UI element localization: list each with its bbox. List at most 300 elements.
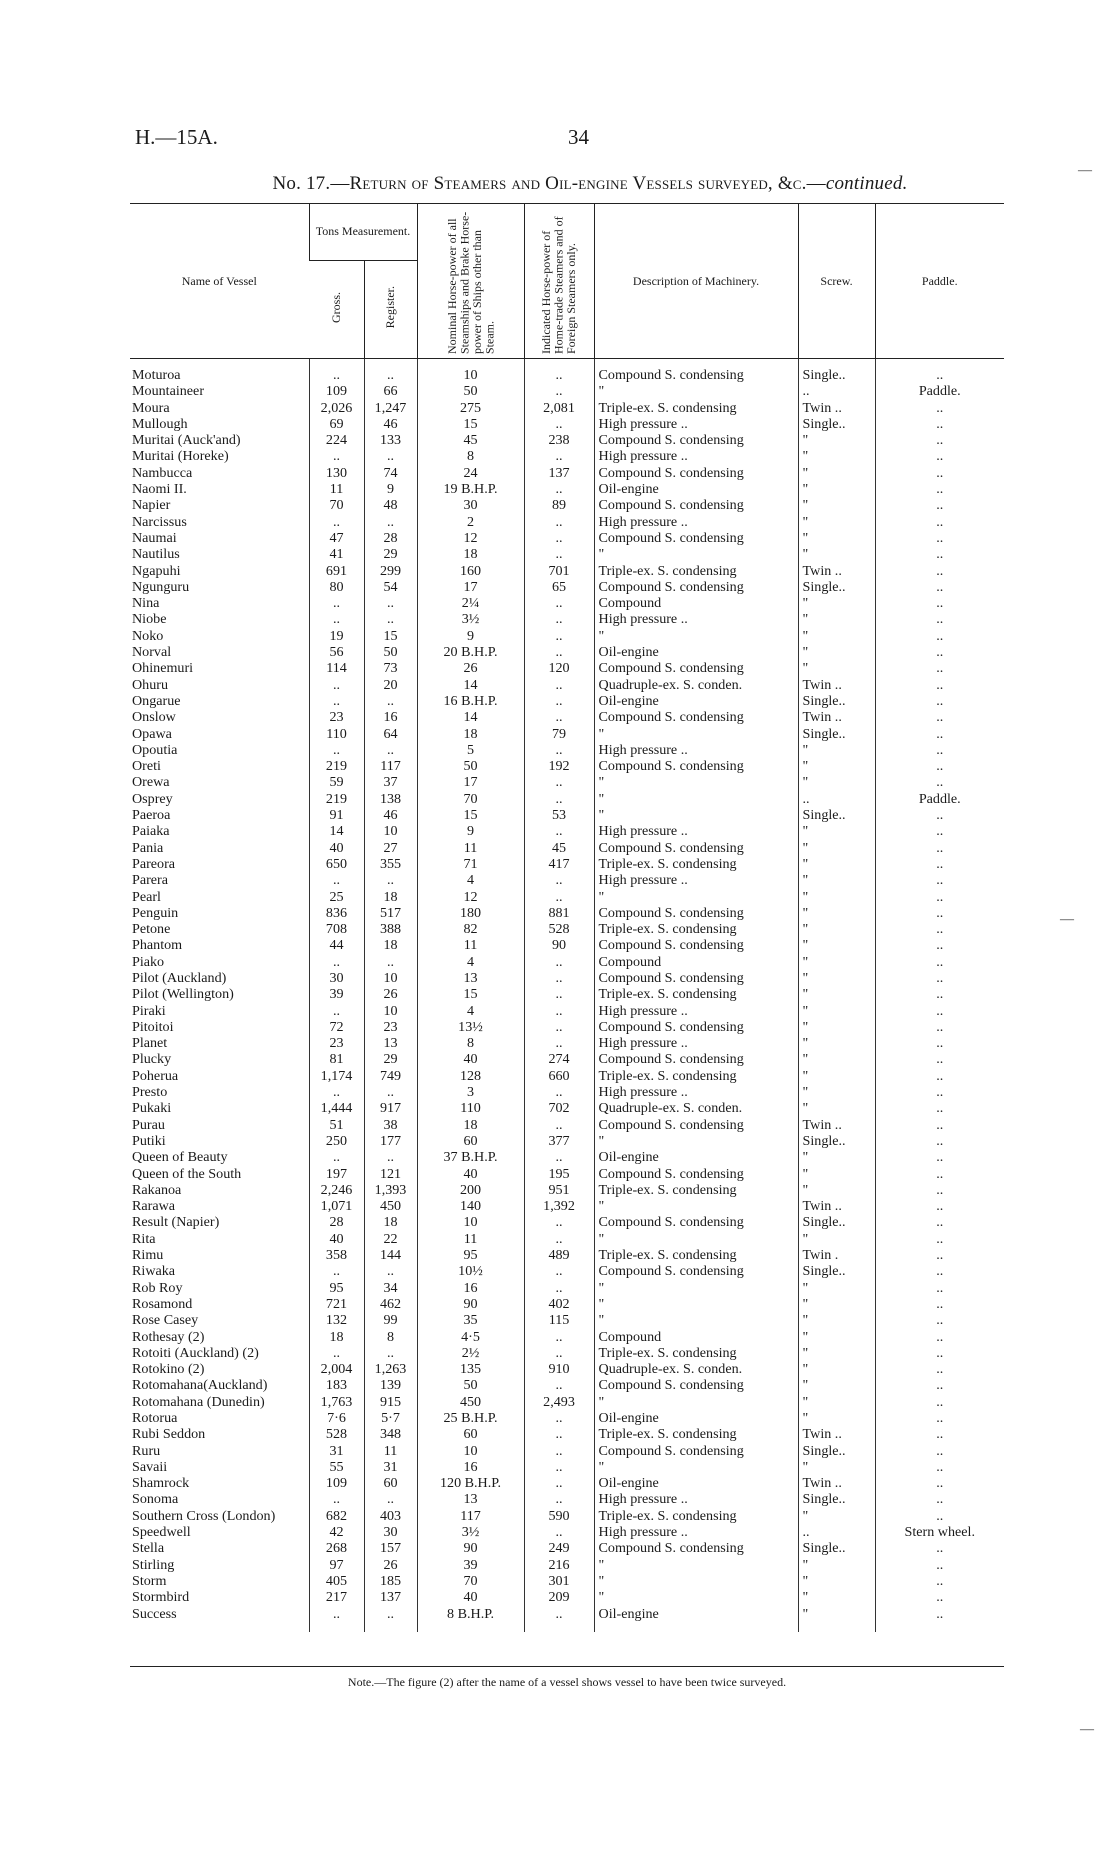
gross-tons: .. [309, 1345, 364, 1361]
register-tons: 29 [364, 546, 417, 562]
gross-tons: 28 [309, 1214, 364, 1230]
indicated-hp: 192 [524, 758, 594, 774]
nominal-hp: 25 B.H.P. [417, 1410, 524, 1426]
nominal-hp: 2½ [417, 1345, 524, 1361]
vessel-table [130, 203, 1004, 1632]
col-header-screw: Screw. [798, 204, 875, 359]
paddle-type: .. [875, 1573, 1004, 1589]
register-tons: 22 [364, 1231, 417, 1247]
gross-tons: 56 [309, 644, 364, 660]
nominal-hp: 19 B.H.P. [417, 481, 524, 497]
register-tons: 34 [364, 1280, 417, 1296]
paddle-type: .. [875, 448, 1004, 464]
paddle-type: .. [875, 1100, 1004, 1116]
gross-tons: 114 [309, 660, 364, 676]
vessel-name: Rosamond [132, 1295, 193, 1312]
paddle-type: .. [875, 1003, 1004, 1019]
table-row [130, 359, 1004, 384]
machinery-description: Oil-engine [594, 644, 798, 660]
screw-type: " [798, 1508, 875, 1524]
paddle-type: .. [875, 1312, 1004, 1328]
vessel-name: Pania [132, 839, 164, 856]
screw-type: " [798, 595, 875, 611]
vessel-name: Poherua [132, 1067, 179, 1084]
paddle-type: .. [875, 1068, 1004, 1084]
paddle-type: .. [875, 1606, 1004, 1632]
gross-tons: 23 [309, 709, 364, 725]
indicated-hp: 89 [524, 497, 594, 513]
vessel-name: Napier [132, 497, 171, 514]
machinery-description: Compound S. condensing [594, 497, 798, 513]
indicated-hp: .. [524, 1426, 594, 1442]
screw-type: Twin .. [798, 677, 875, 693]
nominal-hp: 90 [417, 1540, 524, 1556]
machinery-description: High pressure .. [594, 1003, 798, 1019]
indicated-hp: .. [524, 1280, 594, 1296]
register-tons: 157 [364, 1540, 417, 1556]
machinery-description: " [594, 774, 798, 790]
machinery-description: Compound [594, 954, 798, 970]
screw-type: " [798, 514, 875, 530]
gross-tons: 40 [309, 840, 364, 856]
paddle-type: .. [875, 359, 1004, 384]
screw-type: Single.. [798, 1133, 875, 1149]
machinery-description: High pressure .. [594, 514, 798, 530]
register-tons: 749 [364, 1068, 417, 1084]
vessel-name: Purau [132, 1116, 165, 1133]
nominal-hp: 14 [417, 677, 524, 693]
indicated-hp: 90 [524, 937, 594, 953]
register-tons: 133 [364, 432, 417, 448]
machinery-description: Compound S. condensing [594, 432, 798, 448]
nominal-hp: 39 [417, 1557, 524, 1573]
machinery-description: Quadruple-ex. S. conden. [594, 1100, 798, 1116]
vessel-name: Shamrock [132, 1475, 190, 1492]
gross-tons: 1,174 [309, 1068, 364, 1084]
register-tons: 73 [364, 660, 417, 676]
paddle-type: .. [875, 481, 1004, 497]
paddle-type: .. [875, 644, 1004, 660]
register-tons: 26 [364, 986, 417, 1002]
screw-type: Single.. [798, 1263, 875, 1279]
footnote: Note.—The figure (2) after the name of a vessel shows vessel to have been twice surveyed. [130, 1666, 1004, 1690]
register-tons: 10 [364, 970, 417, 986]
indicated-hp: 216 [524, 1557, 594, 1573]
indicated-hp: 301 [524, 1573, 594, 1589]
nominal-hp: 128 [417, 1068, 524, 1084]
gross-tons: 268 [309, 1540, 364, 1556]
paddle-type: .. [875, 1263, 1004, 1279]
paddle-type: .. [875, 1231, 1004, 1247]
gross-tons: 836 [309, 905, 364, 921]
gross-tons: 80 [309, 579, 364, 595]
col-header-description: Description of Machinery. [594, 204, 798, 359]
indicated-hp: 910 [524, 1361, 594, 1377]
vessel-name: Ohinemuri [132, 660, 194, 677]
machinery-description: " [594, 1589, 798, 1605]
register-tons: 1,263 [364, 1361, 417, 1377]
table-row [130, 546, 1004, 562]
register-tons: 450 [364, 1198, 417, 1214]
vessel-name: Rakanoa [132, 1181, 182, 1198]
machinery-description: Triple-ex. S. condensing [594, 986, 798, 1002]
indicated-hp: 79 [524, 726, 594, 742]
paddle-type: .. [875, 1491, 1004, 1507]
table-row [130, 709, 1004, 725]
nominal-hp: 37 B.H.P. [417, 1149, 524, 1165]
indicated-hp: .. [524, 677, 594, 693]
screw-type: " [798, 1166, 875, 1182]
gross-tons: 1,071 [309, 1198, 364, 1214]
nominal-hp: 15 [417, 807, 524, 823]
paddle-type: .. [875, 660, 1004, 676]
screw-type: " [798, 1019, 875, 1035]
screw-type: " [798, 481, 875, 497]
machinery-description: Compound S. condensing [594, 1263, 798, 1279]
screw-type: " [798, 530, 875, 546]
title-suffix: continued. [825, 173, 908, 194]
register-tons: 11 [364, 1443, 417, 1459]
col-header-paddle: Paddle. [875, 204, 1004, 359]
screw-type: " [798, 448, 875, 464]
indicated-hp: 881 [524, 905, 594, 921]
table-row [130, 823, 1004, 839]
screw-type: " [798, 1149, 875, 1165]
table-row [130, 579, 1004, 595]
gross-tons: .. [309, 872, 364, 888]
col-header-name: Name of Vessel [130, 204, 309, 359]
register-tons: 462 [364, 1296, 417, 1312]
screw-type: Single.. [798, 1540, 875, 1556]
paddle-type: .. [875, 1361, 1004, 1377]
paddle-type: .. [875, 611, 1004, 627]
paddle-type: .. [875, 1589, 1004, 1605]
paddle-type: .. [875, 774, 1004, 790]
nominal-hp: 275 [417, 400, 524, 416]
gross-tons: 19 [309, 628, 364, 644]
gross-tons: 44 [309, 937, 364, 953]
register-tons: 50 [364, 644, 417, 660]
vessel-name: Ongarue [132, 692, 181, 709]
machinery-description: " [594, 1459, 798, 1475]
screw-type: " [798, 628, 875, 644]
vessel-name: Paeroa [132, 807, 171, 824]
vessel-name: Putiki [132, 1132, 166, 1149]
paddle-type: .. [875, 1198, 1004, 1214]
register-tons: .. [364, 954, 417, 970]
paddle-type: .. [875, 709, 1004, 725]
screw-type: " [798, 1410, 875, 1426]
paddle-type: .. [875, 742, 1004, 758]
indicated-hp: 274 [524, 1051, 594, 1067]
gross-tons: .. [309, 595, 364, 611]
register-tons: 10 [364, 1003, 417, 1019]
table-row [130, 1394, 1004, 1410]
nominal-hp: 15 [417, 986, 524, 1002]
paddle-type: .. [875, 1459, 1004, 1475]
indicated-hp: 528 [524, 921, 594, 937]
machinery-description: " [594, 889, 798, 905]
screw-type: " [798, 1231, 875, 1247]
nominal-hp: 10 [417, 1214, 524, 1230]
paddle-type: .. [875, 693, 1004, 709]
register-label: Register. [383, 286, 398, 329]
nominal-hp: 15 [417, 416, 524, 432]
gross-tons: 39 [309, 986, 364, 1002]
machinery-description: " [594, 546, 798, 562]
table-row [130, 383, 1004, 399]
gross-tons: 7·6 [309, 1410, 364, 1426]
title-prefix: No. 17.— [272, 173, 350, 194]
vessel-name: Niobe [132, 611, 167, 628]
screw-type: Single.. [798, 359, 875, 384]
table-row [130, 1524, 1004, 1540]
machinery-description: Compound S. condensing [594, 579, 798, 595]
indicated-hp: .. [524, 1214, 594, 1230]
indicated-hp: .. [524, 481, 594, 497]
paddle-type: .. [875, 872, 1004, 888]
machinery-description: High pressure .. [594, 1491, 798, 1507]
screw-type: " [798, 1606, 875, 1632]
machinery-description: High pressure .. [594, 611, 798, 627]
vessel-name: Piraki [132, 1002, 166, 1019]
indicated-hp: 702 [524, 1100, 594, 1116]
vessel-name: Opoutia [132, 741, 178, 758]
table-row [130, 1280, 1004, 1296]
paddle-type: .. [875, 465, 1004, 481]
machinery-description: Compound S. condensing [594, 937, 798, 953]
screw-type: " [798, 1051, 875, 1067]
table-row [130, 1247, 1004, 1263]
machinery-description: Compound S. condensing [594, 530, 798, 546]
vessel-name: Naomi II. [132, 481, 187, 498]
gross-tons: 183 [309, 1377, 364, 1393]
machinery-description: Compound S. condensing [594, 1214, 798, 1230]
indicated-hp: .. [524, 872, 594, 888]
indicated-hp: .. [524, 1231, 594, 1247]
register-tons: 18 [364, 937, 417, 953]
table-row [130, 481, 1004, 497]
nominal-hp: 18 [417, 726, 524, 742]
register-tons: 37 [364, 774, 417, 790]
machinery-description: Compound S. condensing [594, 758, 798, 774]
paddle-type: .. [875, 937, 1004, 953]
register-tons: 29 [364, 1051, 417, 1067]
register-tons: 10 [364, 823, 417, 839]
register-tons: .. [364, 693, 417, 709]
nominal-hp: 50 [417, 383, 524, 399]
machinery-description: Oil-engine [594, 693, 798, 709]
nominal-hp: 120 B.H.P. [417, 1475, 524, 1491]
table-row [130, 530, 1004, 546]
page-number: 34 [568, 125, 589, 149]
machinery-description: Oil-engine [594, 1606, 798, 1632]
vessel-name: Pearl [132, 888, 161, 905]
vessel-name: Muritai (Horeke) [132, 448, 229, 465]
vessel-name: Ngapuhi [132, 562, 181, 579]
machinery-description: Oil-engine [594, 481, 798, 497]
col-header-register [364, 260, 417, 358]
screw-type: " [798, 758, 875, 774]
paddle-type: .. [875, 416, 1004, 432]
vessel-name: Orewa [132, 774, 170, 791]
gross-tons: 41 [309, 546, 364, 562]
screw-type: Twin .. [798, 1426, 875, 1442]
register-tons: 60 [364, 1475, 417, 1491]
gross-tons: .. [309, 448, 364, 464]
table-row [130, 1508, 1004, 1524]
table-row [130, 432, 1004, 448]
gross-tons: .. [309, 1084, 364, 1100]
table-row [130, 1312, 1004, 1328]
register-tons: 74 [364, 465, 417, 481]
gross-tons: 51 [309, 1117, 364, 1133]
screw-type: " [798, 1329, 875, 1345]
indicated-hp: 209 [524, 1589, 594, 1605]
gross-tons: 1,763 [309, 1394, 364, 1410]
vessel-name: Rubi Seddon [132, 1426, 206, 1443]
vessel-name: Queen of the South [132, 1165, 242, 1182]
paddle-type: .. [875, 1345, 1004, 1361]
screw-type: Single.. [798, 693, 875, 709]
table-row [130, 1361, 1004, 1377]
screw-type: .. [798, 1524, 875, 1540]
register-tons: 917 [364, 1100, 417, 1116]
screw-type: Twin .. [798, 563, 875, 579]
nominal-hp: 18 [417, 1117, 524, 1133]
indicated-hp: 951 [524, 1182, 594, 1198]
gross-tons: 405 [309, 1573, 364, 1589]
screw-type: .. [798, 383, 875, 399]
nominal-hp: 70 [417, 791, 524, 807]
screw-type: Single.. [798, 579, 875, 595]
paddle-type: .. [875, 1475, 1004, 1491]
register-tons: 299 [364, 563, 417, 579]
nominal-hp: 20 B.H.P. [417, 644, 524, 660]
paddle-type: .. [875, 1377, 1004, 1393]
nominal-hp: 30 [417, 497, 524, 513]
screw-type: " [798, 1589, 875, 1605]
nominal-hp: 180 [417, 905, 524, 921]
vessel-name: Moura [132, 399, 170, 416]
gross-tons: 691 [309, 563, 364, 579]
screw-type: " [798, 856, 875, 872]
nominal-hp: 4 [417, 872, 524, 888]
vessel-name: Paiaka [132, 823, 170, 840]
screw-type: Twin .. [798, 400, 875, 416]
gross-tons: 109 [309, 383, 364, 399]
machinery-description: Compound S. condensing [594, 840, 798, 856]
indicated-hp: 1,392 [524, 1198, 594, 1214]
margin-mark: — [1080, 1722, 1094, 1737]
screw-type: " [798, 1296, 875, 1312]
nominal-hp: 3½ [417, 611, 524, 627]
vessel-name: Planet [132, 1035, 168, 1052]
machinery-description: Compound S. condensing [594, 1443, 798, 1459]
vessel-name: Riwaka [132, 1263, 176, 1280]
indicated-hp: 402 [524, 1296, 594, 1312]
nominal-hp: 35 [417, 1312, 524, 1328]
table-row [130, 1573, 1004, 1589]
vessel-name: Narcissus [132, 513, 187, 530]
indicated-hp: .. [524, 1084, 594, 1100]
machinery-description: Triple-ex. S. condensing [594, 1068, 798, 1084]
vessel-name: Petone [132, 921, 171, 938]
register-tons: 99 [364, 1312, 417, 1328]
nominal-hp: 4·5 [417, 1329, 524, 1345]
gross-tons: 682 [309, 1508, 364, 1524]
indicated-hp: .. [524, 1606, 594, 1632]
screw-type: .. [798, 791, 875, 807]
machinery-description: Compound S. condensing [594, 1377, 798, 1393]
screw-type: " [798, 937, 875, 953]
screw-type: Twin .. [798, 709, 875, 725]
nominal-hp: 135 [417, 1361, 524, 1377]
screw-type: " [798, 1182, 875, 1198]
nominal-hp: 40 [417, 1166, 524, 1182]
indicated-hp: .. [524, 530, 594, 546]
gross-tons: 197 [309, 1166, 364, 1182]
gross-tons: 358 [309, 1247, 364, 1263]
table-row [130, 1410, 1004, 1426]
nominal-hp: 9 [417, 628, 524, 644]
register-tons: .. [364, 1149, 417, 1165]
paddle-type: .. [875, 823, 1004, 839]
indicated-hp: 489 [524, 1247, 594, 1263]
paddle-type: .. [875, 986, 1004, 1002]
indicated-hp: .. [524, 628, 594, 644]
machinery-description: " [594, 1312, 798, 1328]
indicated-hp: .. [524, 1035, 594, 1051]
register-tons: 138 [364, 791, 417, 807]
vessel-name: Queen of Beauty [132, 1149, 228, 1166]
indicated-hp: .. [524, 448, 594, 464]
vessel-name: Onslow [132, 709, 176, 726]
gross-tons: 219 [309, 791, 364, 807]
machinery-description: " [594, 628, 798, 644]
indicated-hp: .. [524, 970, 594, 986]
table-row [130, 514, 1004, 530]
nominal-hp: 13 [417, 970, 524, 986]
table-row [130, 1296, 1004, 1312]
register-tons: 403 [364, 1508, 417, 1524]
register-tons: .. [364, 872, 417, 888]
vessel-name: Rotomahana (Dunedin) [132, 1393, 265, 1410]
vessel-name: Muritai (Auck'and) [132, 432, 241, 449]
register-tons: 16 [364, 709, 417, 725]
indicated-hp: .. [524, 546, 594, 562]
table-row [130, 1198, 1004, 1214]
gross-tons: 72 [309, 1019, 364, 1035]
register-tons: 64 [364, 726, 417, 742]
register-tons: 137 [364, 1589, 417, 1605]
machinery-description: " [594, 1280, 798, 1296]
table-row [130, 1035, 1004, 1051]
machinery-description: " [594, 1133, 798, 1149]
machinery-description: Quadruple-ex. S. conden. [594, 677, 798, 693]
machinery-description: Compound [594, 595, 798, 611]
machinery-description: Compound S. condensing [594, 1117, 798, 1133]
screw-type: " [798, 1035, 875, 1051]
register-tons: .. [364, 595, 417, 611]
vessel-name: Rothesay (2) [132, 1328, 205, 1345]
table-row [130, 970, 1004, 986]
vessel-table-wrapper [130, 203, 1004, 1632]
table-row [130, 1589, 1004, 1605]
screw-type: " [798, 1100, 875, 1116]
gross-tons: 31 [309, 1443, 364, 1459]
screw-type: " [798, 1573, 875, 1589]
